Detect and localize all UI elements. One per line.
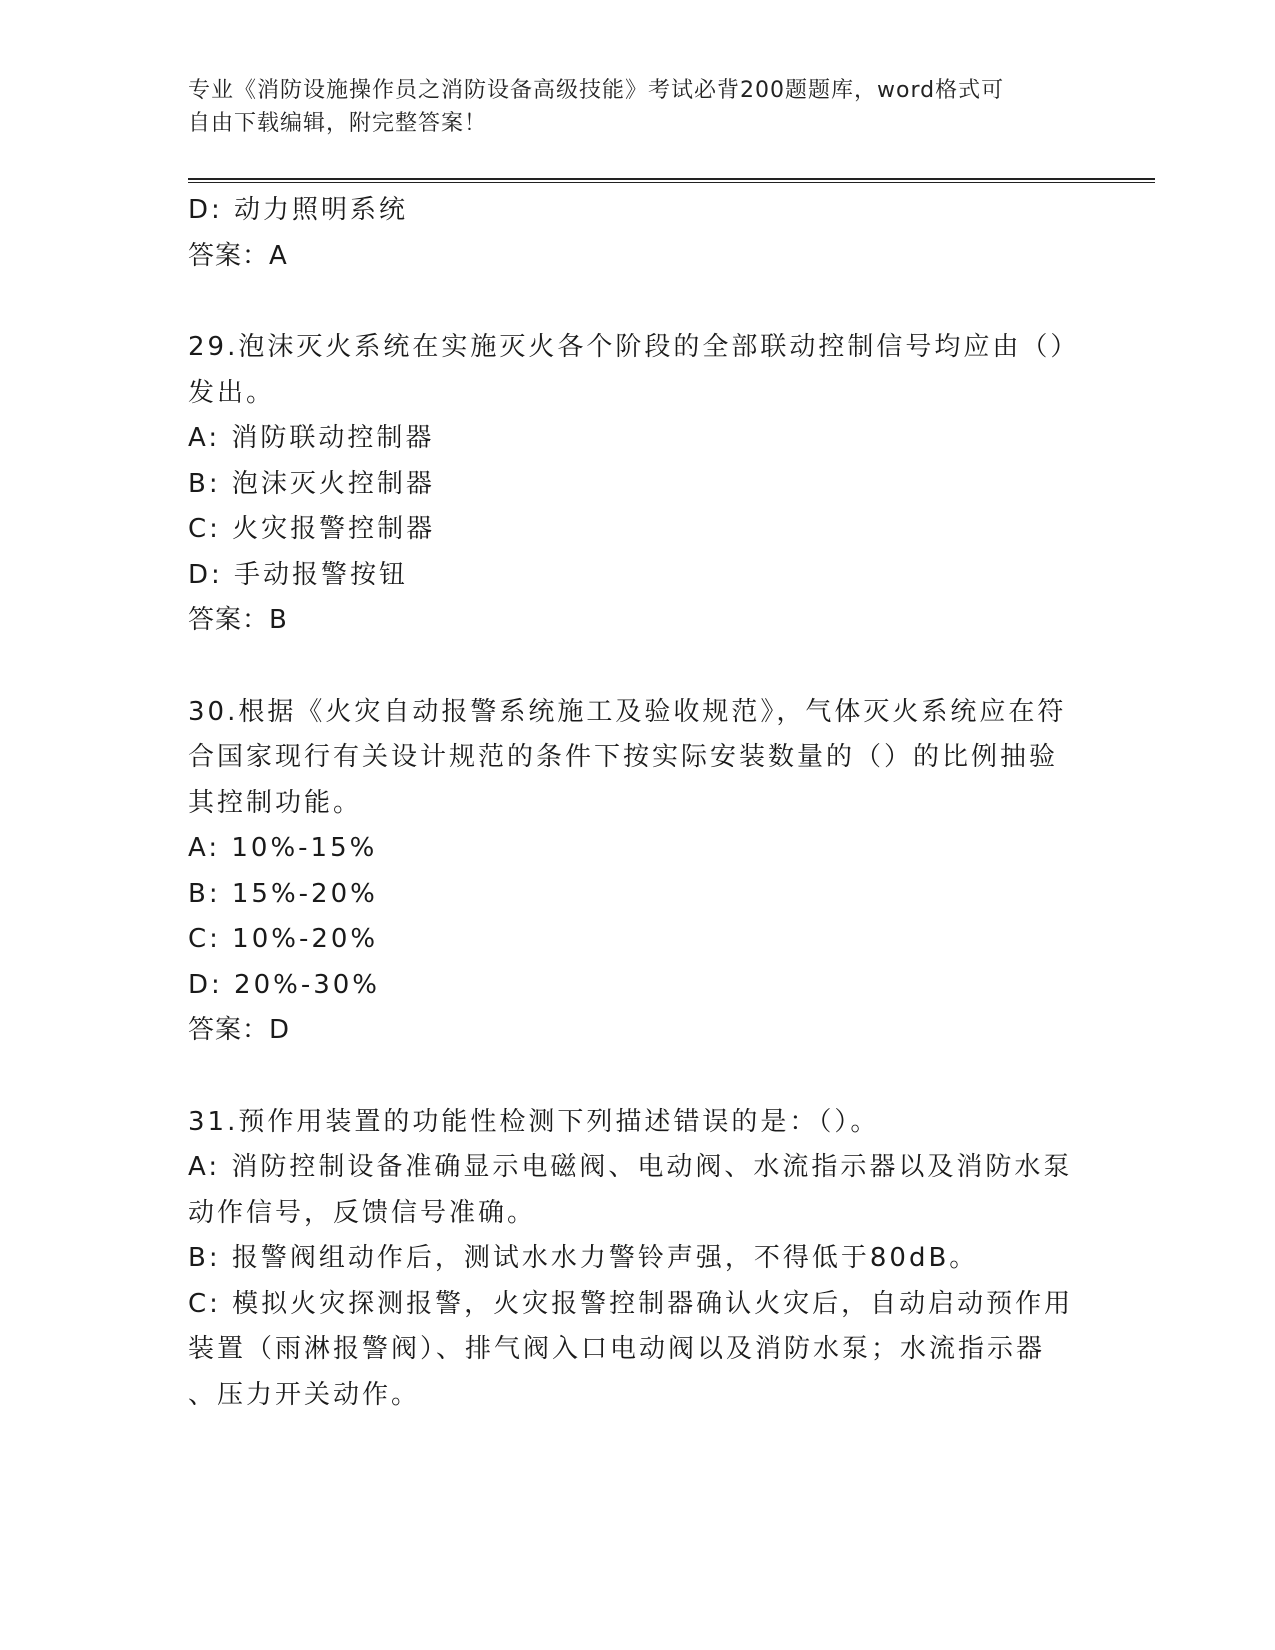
option-a: A: 消防控制设备准确显示电磁阀、电动阀、水流指示器以及消防水泵: [188, 1152, 1073, 1182]
answer: 答案：A: [188, 240, 288, 271]
question-29: [188, 325, 1088, 644]
option-c: C: 10%-20%: [188, 924, 379, 954]
question-stem: 合国家现行有关设计规范的条件下按实际安装数量的（）的比例抽验: [188, 742, 1059, 772]
question-30: [188, 690, 1088, 1054]
option-a: A: 10%-15%: [188, 833, 378, 863]
option-a: 动作信号，反馈信号准确。: [188, 1197, 537, 1228]
header-rule: [188, 178, 1155, 183]
question-content: [188, 188, 1088, 1418]
option-d: D: 20%-30%: [188, 969, 381, 1000]
option-a: A: 消防联动控制器: [188, 423, 435, 453]
option-c: 、压力开关动作。: [188, 1379, 421, 1410]
question-stem: 30.根据《火灾自动报警系统施工及验收规范》，气体灭火系统应在符: [188, 696, 1067, 727]
option-b: B: 报警阀组动作后，测试水水力警铃声强，不得低于80dB。: [188, 1243, 979, 1273]
answer: 答案：D: [188, 1015, 291, 1045]
option-b: B: 泡沫灭火控制器: [188, 468, 435, 499]
page-header: [188, 74, 1068, 140]
spacer: [188, 1054, 1088, 1100]
spacer: [188, 279, 1088, 325]
question-stem: 31.预作用装置的功能性检测下列描述错误的是：（）。: [188, 1106, 880, 1137]
option-d: D: 手动报警按钮: [188, 559, 409, 590]
question-stem: 29.泡沫灭火系统在实施灭火各个阶段的全部联动控制信号均应由（）: [188, 332, 1080, 362]
option-b: B: 15%-20%: [188, 878, 378, 909]
question-31: [188, 1100, 1088, 1419]
option-c: C: 火灾报警控制器: [188, 514, 436, 544]
header-line-2: 自由下载编辑，附完整答案！: [188, 111, 488, 136]
spacer: [188, 644, 1088, 690]
option-c: 装置（雨淋报警阀）、排气阀入口电动阀以及消防水泵；水流指示器: [188, 1334, 1046, 1364]
option-c: C: 模拟火灾探测报警，火灾报警控制器确认火灾后，自动启动预作用: [188, 1288, 1074, 1319]
answer: 答案：B: [188, 605, 288, 635]
question-stem: 其控制功能。: [188, 787, 363, 818]
header-line-1: 专业《消防设施操作员之消防设备高级技能》考试必背200题题库，word格式可: [188, 78, 1005, 103]
option-d: D: 动力照明系统: [188, 195, 409, 225]
question-stem: 发出。: [188, 377, 276, 408]
previous-question-tail: [188, 188, 1088, 279]
